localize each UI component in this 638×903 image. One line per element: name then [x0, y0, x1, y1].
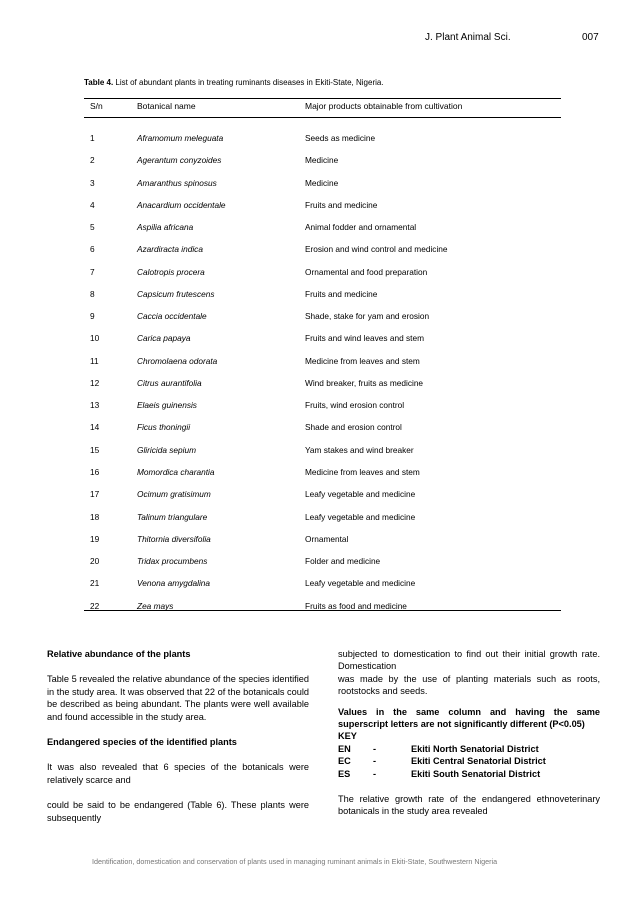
table-row	[84, 507, 561, 529]
cell-botanical-name: Anacardium occidentale	[137, 199, 226, 210]
column-header-major-products: Major products obtainable from cultivation	[305, 101, 463, 111]
cell-sn: 6	[90, 244, 95, 255]
table-row	[84, 306, 561, 328]
cell-major-products: Ornamental	[305, 533, 349, 544]
cell-major-products: Seeds as medicine	[305, 133, 376, 143]
cell-sn: 2	[90, 155, 95, 166]
cell-sn: 5	[90, 222, 95, 233]
paragraph: subjected to domestication to find out their initial growth rate. Domestication	[338, 649, 600, 672]
key-dash: -	[373, 768, 377, 779]
page-footer: Identification, domestication and conservation of plants used in managing ruminant animals in Ekiti-State, Southwestern Nigeria	[92, 857, 498, 866]
cell-botanical-name: Azardiracta indica	[137, 244, 203, 255]
cell-botanical-name: Carica papaya	[137, 333, 191, 344]
cell-sn: 18	[90, 511, 100, 522]
cell-botanical-name: Ocimum gratisimum	[137, 489, 211, 500]
cell-sn: 13	[90, 400, 100, 411]
journal-name: J. Plant Animal Sci.	[425, 32, 511, 43]
cell-major-products: Medicine	[305, 177, 339, 188]
table-row	[84, 529, 561, 551]
cell-sn: 8	[90, 288, 95, 299]
cell-major-products: Leafy vegetable and medicine	[305, 511, 416, 522]
cell-major-products: Medicine from leaves and stem	[305, 355, 420, 366]
table-body	[84, 128, 561, 618]
table-caption-text: List of abundant plants in treating ruminants diseases in Ekiti-State, Nigeria.	[113, 78, 384, 87]
cell-botanical-name: Momordica charantia	[137, 466, 215, 477]
cell-major-products: Fruits and medicine	[305, 199, 378, 210]
key-row	[338, 768, 600, 780]
table-row	[84, 440, 561, 462]
cell-major-products: Fruits and medicine	[305, 288, 378, 299]
cell-major-products: Medicine	[305, 155, 339, 166]
cell-sn: 7	[90, 266, 95, 277]
cell-botanical-name: Tridax procumbens	[137, 556, 208, 567]
key-list	[338, 743, 600, 780]
cell-sn: 11	[90, 355, 99, 366]
page-number: 007	[582, 32, 599, 43]
cell-botanical-name: Calotropis procera	[137, 266, 205, 277]
cell-sn: 3	[90, 177, 95, 188]
cell-major-products: Animal fodder and ornamental	[305, 222, 417, 233]
cell-major-products: Erosion and wind control and medicine	[305, 244, 448, 255]
table-row	[84, 484, 561, 506]
column-header-botanical-name: Botanical name	[137, 101, 196, 111]
key-dash: -	[373, 756, 377, 767]
table-header-rule	[84, 117, 561, 118]
cell-botanical-name: Elaeis guinensis	[137, 400, 197, 411]
cell-major-products: Wind breaker, fruits as medicine	[305, 377, 424, 388]
significance-note: Values in the same column and having the same superscript letters are not significantly different (P<0.05)	[338, 706, 600, 730]
cell-botanical-name: Chromolaena odorata	[137, 355, 218, 366]
cell-botanical-name: Caccia occidentale	[137, 311, 207, 322]
key-label: Ekiti North Senatorial District	[411, 743, 539, 754]
table-caption	[84, 78, 384, 87]
key-row	[338, 755, 600, 767]
key-label: Ekiti South Senatorial District	[411, 768, 541, 779]
cell-botanical-name: Zea mays	[137, 600, 174, 611]
cell-major-products: Ornamental and food preparation	[305, 266, 428, 277]
key-code: ES	[338, 768, 351, 779]
cell-major-products: Medicine from leaves and stem	[305, 466, 420, 477]
cell-major-products: Shade, stake for yam and erosion	[305, 311, 430, 322]
cell-botanical-name: Gliricida sepium	[137, 444, 197, 455]
cell-botanical-name: Ficus thoningii	[137, 422, 191, 433]
cell-sn: 9	[90, 311, 95, 322]
cell-sn: 4	[90, 199, 95, 210]
cell-major-products: Folder and medicine	[305, 556, 381, 567]
table-row	[84, 596, 561, 618]
cell-botanical-name: Aframomum meleguata	[137, 133, 224, 143]
paragraph: Table 5 revealed the relative abundance of the species identified in the study area. It was observed that 22 of the botanicals could be described as being abundant. The plants were well available and found accessible in the study area.	[47, 674, 310, 722]
cell-major-products: Yam stakes and wind breaker	[305, 444, 414, 455]
cell-botanical-name: Venona amygdalina	[137, 578, 211, 589]
table-row	[84, 195, 561, 217]
column-header-sn: S/n	[90, 101, 103, 111]
table-row	[84, 551, 561, 573]
cell-major-products: Fruits, wind erosion control	[305, 400, 405, 411]
cell-sn: 16	[90, 466, 100, 477]
cell-botanical-name: Agerantum conyzoides	[137, 155, 222, 166]
paragraph: The relative growth rate of the endangered ethnoveterinary botanicals in the study area revealed	[338, 794, 600, 817]
cell-sn: 10	[90, 333, 100, 344]
cell-botanical-name: Talinum triangulare	[137, 511, 208, 522]
cell-botanical-name: Thitornia diversifolia	[137, 533, 211, 544]
cell-botanical-name: Aspilia africana	[137, 222, 194, 233]
table-caption-label: Table 4.	[84, 78, 114, 87]
cell-major-products: Fruits as food and medicine	[305, 600, 407, 611]
key-code: EN	[338, 743, 351, 754]
table-header	[84, 99, 561, 116]
key-row	[338, 743, 600, 755]
cell-major-products: Leafy vegetable and medicine	[305, 489, 416, 500]
cell-botanical-name: Amaranthus spinosus	[137, 177, 217, 188]
table-row	[84, 150, 561, 172]
cell-botanical-name: Capsicum frutescens	[137, 288, 215, 299]
cell-sn: 15	[90, 444, 100, 455]
table-row	[84, 417, 561, 439]
table-row	[84, 462, 561, 484]
paragraph: was made by the use of planting materials such as roots, rootstocks and seeds.	[338, 673, 600, 697]
key-title: KEY	[338, 731, 357, 742]
cell-sn: 21	[90, 578, 100, 589]
cell-major-products: Leafy vegetable and medicine	[305, 578, 416, 589]
cell-sn: 19	[90, 533, 100, 544]
table-row	[84, 573, 561, 595]
table-row	[84, 373, 561, 395]
key-code: EC	[338, 756, 351, 767]
table-row	[84, 351, 561, 373]
right-column	[338, 648, 600, 818]
cell-sn: 1	[90, 133, 95, 143]
table-row	[84, 173, 561, 195]
cell-sn: 12	[90, 377, 100, 388]
cell-sn: 14	[90, 422, 100, 433]
table-bottom-rule	[84, 610, 561, 611]
cell-major-products: Fruits and wind leaves and stem	[305, 333, 424, 344]
key-label: Ekiti Central Senatorial District	[411, 756, 546, 767]
cell-botanical-name: Citrus aurantifolia	[137, 377, 202, 388]
table-row	[84, 328, 561, 350]
key-dash: -	[373, 743, 377, 754]
section-heading-endangered-species: Endangered species of the identified plants	[47, 737, 237, 748]
table-row	[84, 128, 561, 150]
table-row	[84, 284, 561, 306]
cell-sn: 20	[90, 556, 100, 567]
table-row	[84, 239, 561, 261]
paragraph: It was also revealed that 6 species of the botanicals were relatively scarce and	[47, 762, 309, 785]
cell-sn: 22	[90, 600, 100, 611]
table-row	[84, 395, 561, 417]
table-row	[84, 262, 561, 284]
paragraph: could be said to be endangered (Table 6). These plants were subsequently	[47, 800, 309, 823]
table-row	[84, 217, 561, 239]
left-column	[47, 648, 309, 824]
cell-sn: 17	[90, 489, 100, 500]
cell-major-products: Shade and erosion control	[305, 422, 402, 433]
section-heading-relative-abundance: Relative abundance of the plants	[47, 649, 191, 659]
